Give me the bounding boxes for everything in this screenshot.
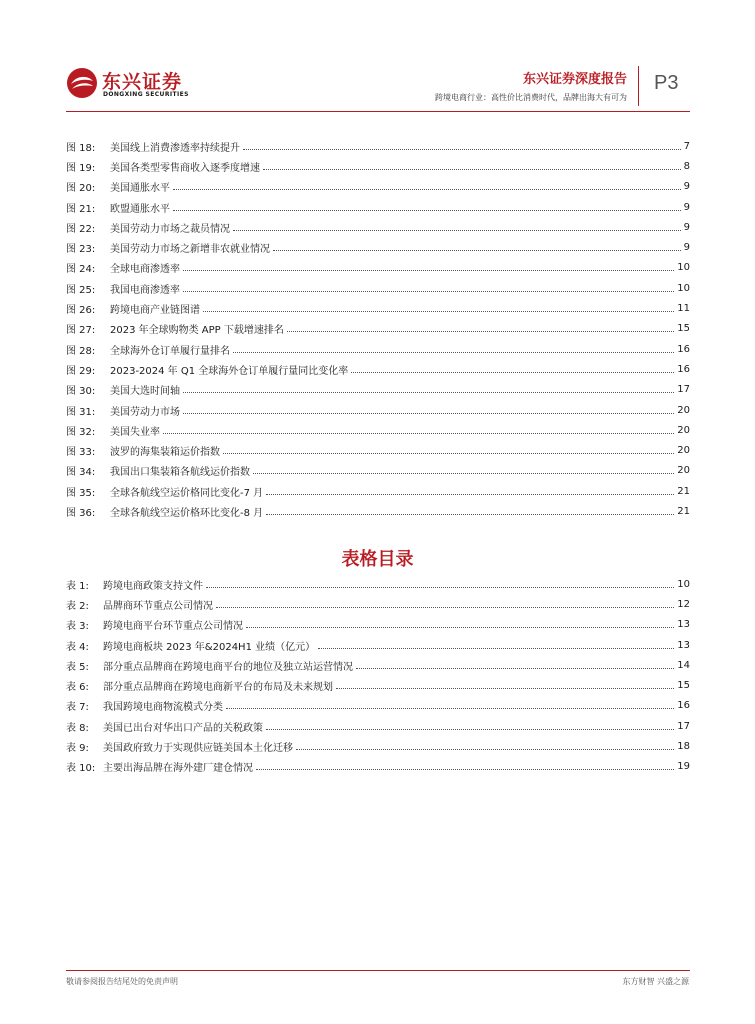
toc-entry-page: 18 (677, 741, 690, 753)
toc-entry-number: 图 29: (66, 365, 96, 377)
toc-entry-title: 跨境电商政策支持文件 (103, 580, 203, 592)
toc-entry-number: 图 19: (66, 162, 96, 174)
toc-entry-page: 9 (683, 221, 690, 233)
toc-entry-title: 我国电商渗透率 (110, 284, 180, 296)
toc-entry-number: 图 32: (66, 426, 96, 438)
toc-entry-number: 图 27: (66, 325, 96, 337)
toc-entry-number: 图 33: (66, 447, 96, 459)
toc-entry-page: 15 (677, 680, 690, 692)
toc-entry-title: 全球电商渗透率 (110, 264, 180, 276)
toc-entry-title: 我国出口集装箱各航线运价指数 (110, 467, 250, 479)
toc-entry-number: 图 23: (66, 244, 96, 256)
toc-entry-label (66, 617, 243, 632)
figure-toc-entry[interactable] (66, 359, 690, 379)
toc-entry-title: 美国劳动力市场之新增非农就业情况 (110, 244, 270, 256)
toc-dot-leader (233, 230, 681, 231)
company-logo (66, 67, 189, 101)
table-toc-entry[interactable] (66, 655, 690, 675)
toc-entry-page: 16 (677, 363, 690, 375)
toc-entry-number: 表 2: (66, 600, 89, 612)
toc-dot-leader (183, 392, 674, 393)
toc-entry-title: 美国线上消费渗透率持续提升 (110, 142, 240, 154)
toc-dot-leader (183, 413, 674, 414)
table-list-title: 表格目录 (341, 549, 414, 570)
toc-entry-label (66, 719, 263, 734)
toc-entry-label (66, 301, 200, 316)
figure-toc-entry[interactable] (66, 197, 690, 217)
toc-entry-page: 17 (677, 720, 690, 732)
footer-slogan: 东方财智 兴盛之源 (622, 977, 689, 986)
toc-entry-number: 图 30: (66, 386, 96, 398)
figure-toc-entry[interactable] (66, 400, 690, 420)
toc-entry-title: 全球各航线空运价格同比变化-7 月 (110, 487, 264, 499)
toc-entry-title: 美国劳动力市场 (110, 406, 180, 418)
toc-entry-number: 图 24: (66, 264, 96, 276)
toc-entry-title: 部分重点品牌商在跨境电商新平台的布局及未来规划 (103, 682, 333, 694)
figure-toc-entry[interactable] (66, 380, 690, 400)
toc-dot-leader (336, 688, 674, 689)
toc-dot-leader (256, 769, 674, 770)
table-toc-entry[interactable] (66, 615, 690, 635)
toc-entry-title: 部分重点品牌商在跨境电商平台的地位及独立站运营情况 (103, 661, 353, 673)
figure-toc-entry[interactable] (66, 319, 690, 339)
toc-entry-title: 跨境电商板块 2023 年&2024H1 业绩（亿元） (103, 641, 316, 653)
toc-entry-label (66, 342, 230, 357)
toc-entry-label (66, 759, 253, 774)
toc-entry-page: 9 (683, 201, 690, 213)
toc-entry-title: 欧盟通胀水平 (110, 203, 170, 215)
toc-dot-leader (273, 250, 681, 251)
footer-rule (66, 970, 690, 971)
toc-entry-number: 表 8: (66, 722, 89, 734)
toc-entry-number: 图 20: (66, 183, 96, 195)
toc-entry-label (66, 260, 180, 275)
table-toc-entry[interactable] (66, 696, 690, 716)
toc-entry-title: 美国已出台对华出口产品的关税政策 (103, 722, 263, 734)
toc-entry-page: 19 (677, 761, 690, 773)
toc-entry-page: 8 (683, 160, 690, 172)
toc-dot-leader (223, 453, 674, 454)
toc-entry-page: 10 (677, 262, 690, 274)
toc-dot-leader (243, 149, 681, 150)
toc-entry-label (66, 139, 240, 154)
toc-entry-label (66, 240, 270, 255)
logo-mark-icon (66, 67, 98, 99)
toc-entry-number: 图 35: (66, 487, 96, 499)
toc-dot-leader (206, 587, 674, 588)
toc-dot-leader (163, 433, 674, 434)
toc-dot-leader (173, 189, 681, 190)
toc-dot-leader (266, 494, 674, 495)
figure-toc-entry[interactable] (66, 136, 690, 156)
toc-entry-number: 表 10: (66, 763, 96, 775)
toc-entry-page: 21 (677, 505, 690, 517)
toc-dot-leader (253, 473, 674, 474)
toc-dot-leader (183, 291, 674, 292)
table-toc-entry[interactable] (66, 757, 690, 777)
toc-dot-leader (233, 352, 674, 353)
toc-entry-label (66, 597, 213, 612)
toc-entry-title: 2023 年全球购物类 APP 下载增速排名 (110, 325, 284, 337)
toc-entry-label (66, 638, 315, 653)
toc-entry-label (66, 179, 170, 194)
table-toc-entry[interactable] (66, 594, 690, 614)
figure-toc-entry[interactable] (66, 298, 690, 318)
toc-dot-leader (296, 749, 674, 750)
figure-toc-entry[interactable] (66, 481, 690, 501)
toc-entry-label (66, 200, 170, 215)
toc-entry-page: 9 (683, 181, 690, 193)
figure-toc-entry[interactable] (66, 278, 690, 298)
toc-entry-page: 11 (677, 303, 690, 315)
toc-entry-title: 波罗的海集装箱运价指数 (110, 447, 220, 459)
toc-entry-number: 表 1: (66, 580, 89, 592)
toc-dot-leader (351, 372, 674, 373)
table-toc-entry[interactable] (66, 635, 690, 655)
toc-entry-label (66, 739, 293, 754)
toc-entry-label (66, 678, 333, 693)
logo-text: 东兴证券 (102, 71, 183, 93)
toc-entry-title: 主要出海品牌在海外建厂建仓情况 (103, 763, 253, 775)
toc-entry-label (66, 577, 203, 592)
toc-entry-page: 20 (677, 424, 690, 436)
toc-entry-page: 13 (677, 619, 690, 631)
toc-entry-page: 20 (677, 404, 690, 416)
toc-entry-number: 表 9: (66, 743, 89, 755)
toc-entry-title: 跨境电商平台环节重点公司情况 (103, 621, 243, 633)
toc-dot-leader (216, 607, 674, 608)
table-toc-entry[interactable] (66, 716, 690, 736)
toc-entry-label (66, 220, 230, 235)
toc-entry-number: 图 21: (66, 203, 96, 215)
report-subtitle: 跨境电商行业：高性价比消费时代，品牌出海大有可为 (435, 93, 627, 102)
toc-dot-leader (183, 270, 674, 271)
toc-entry-number: 图 18: (66, 142, 96, 154)
toc-entry-number: 图 34: (66, 467, 96, 479)
figure-list (66, 136, 690, 522)
toc-entry-page: 17 (677, 384, 690, 396)
figure-toc-entry[interactable] (66, 501, 690, 521)
toc-entry-number: 表 7: (66, 702, 89, 714)
toc-entry-page: 14 (677, 659, 690, 671)
toc-entry-title: 全球各航线空运价格环比变化-8 月 (110, 507, 264, 519)
toc-entry-label (66, 504, 263, 519)
toc-entry-title: 美国通胀水平 (110, 183, 170, 195)
toc-entry-label (66, 463, 250, 478)
toc-entry-number: 图 22: (66, 223, 96, 235)
figure-toc-entry[interactable] (66, 339, 690, 359)
toc-entry-title: 2023-2024 年 Q1 全球海外仓订单履行量同比变化率 (110, 365, 349, 377)
toc-entry-page: 7 (683, 140, 690, 152)
logo-english-text: DONGXING SECURITIES (103, 91, 189, 98)
header-rule (66, 111, 690, 112)
toc-entry-number: 表 5: (66, 661, 89, 673)
toc-entry-title: 美国劳动力市场之裁员情况 (110, 223, 230, 235)
figure-toc-entry[interactable] (66, 420, 690, 440)
toc-entry-label (66, 658, 353, 673)
toc-entry-page: 9 (683, 242, 690, 254)
toc-entry-number: 图 25: (66, 284, 96, 296)
toc-entry-title: 跨境电商产业链图谱 (110, 305, 200, 317)
toc-dot-leader (246, 627, 674, 628)
toc-entry-title: 美国政府致力于实现供应链美国本土化迁移 (103, 743, 293, 755)
toc-entry-page: 13 (677, 639, 690, 651)
page-number: P3 (654, 72, 679, 94)
toc-dot-leader (266, 514, 674, 515)
toc-entry-title: 美国大选时间轴 (110, 386, 180, 398)
toc-entry-page: 10 (677, 282, 690, 294)
footer-disclaimer: 敬请参阅报告结尾处的免责声明 (66, 977, 178, 986)
toc-entry-page: 15 (677, 323, 690, 335)
toc-entry-number: 表 4: (66, 641, 89, 653)
toc-entry-label (66, 403, 180, 418)
figure-toc-entry[interactable] (66, 156, 690, 176)
toc-entry-label (66, 321, 284, 336)
figure-toc-entry[interactable] (66, 440, 690, 460)
toc-dot-leader (203, 311, 674, 312)
toc-entry-label (66, 698, 223, 713)
figure-toc-entry[interactable] (66, 258, 690, 278)
toc-entry-page: 12 (677, 598, 690, 610)
toc-dot-leader (263, 169, 681, 170)
toc-entry-label (66, 159, 260, 174)
figure-toc-entry[interactable] (66, 177, 690, 197)
toc-entry-number: 图 28: (66, 345, 96, 357)
report-type-title: 东兴证券深度报告 (522, 72, 627, 87)
toc-entry-title: 全球海外仓订单履行量排名 (110, 345, 230, 357)
toc-entry-label (66, 484, 263, 499)
toc-entry-page: 20 (677, 445, 690, 457)
toc-dot-leader (266, 729, 674, 730)
toc-entry-title: 美国各类型零售商收入逐季度增速 (110, 162, 260, 174)
toc-entry-number: 表 6: (66, 682, 89, 694)
toc-dot-leader (356, 668, 674, 669)
toc-entry-label (66, 382, 180, 397)
table-toc-entry[interactable] (66, 574, 690, 594)
toc-entry-page: 10 (677, 578, 690, 590)
toc-dot-leader (318, 648, 674, 649)
toc-dot-leader (226, 708, 674, 709)
toc-entry-title: 美国失业率 (110, 426, 160, 438)
toc-entry-number: 表 3: (66, 621, 89, 633)
toc-dot-leader (173, 210, 681, 211)
toc-entry-page: 16 (677, 700, 690, 712)
header-divider (638, 66, 639, 106)
figure-toc-entry[interactable] (66, 237, 690, 257)
toc-entry-label (66, 281, 180, 296)
toc-entry-number: 图 26: (66, 305, 96, 317)
toc-entry-number: 图 36: (66, 507, 96, 519)
table-toc-entry[interactable] (66, 675, 690, 695)
figure-toc-entry[interactable] (66, 217, 690, 237)
toc-entry-page: 21 (677, 485, 690, 497)
table-toc-entry[interactable] (66, 736, 690, 756)
toc-entry-page: 20 (677, 465, 690, 477)
toc-entry-title: 品牌商环节重点公司情况 (103, 600, 213, 612)
toc-entry-page: 16 (677, 343, 690, 355)
toc-entry-label (66, 423, 160, 438)
figure-toc-entry[interactable] (66, 461, 690, 481)
toc-entry-number: 图 31: (66, 406, 96, 418)
table-list (66, 574, 690, 777)
toc-dot-leader (287, 331, 674, 332)
toc-entry-label (66, 443, 220, 458)
toc-entry-label (66, 362, 348, 377)
toc-entry-title: 我国跨境电商物流模式分类 (103, 702, 223, 714)
